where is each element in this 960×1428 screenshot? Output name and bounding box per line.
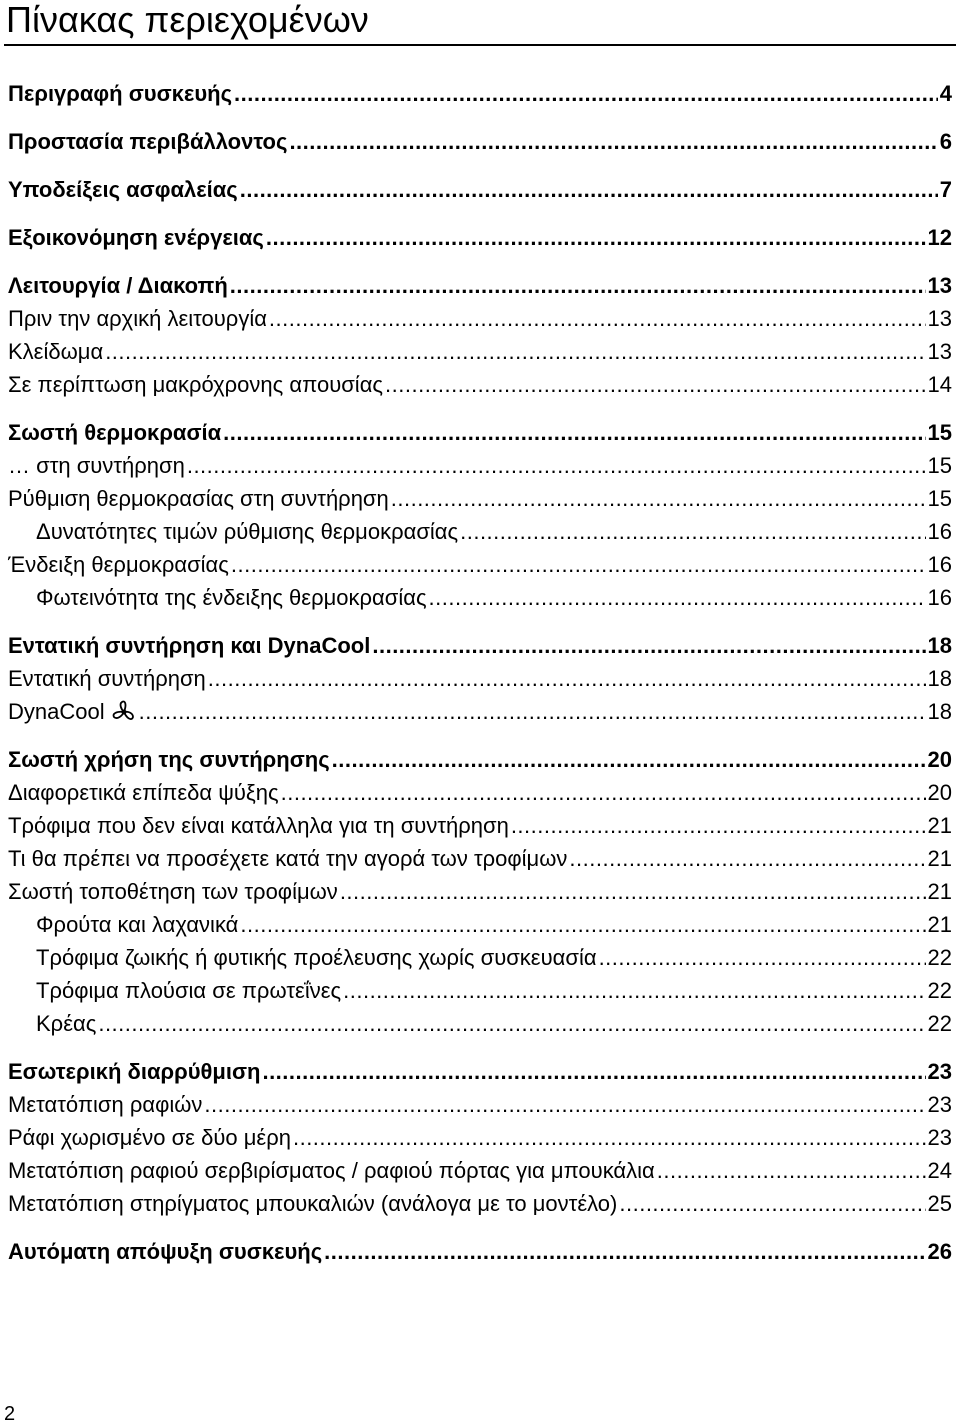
toc-entry-page: 13 [926, 335, 952, 368]
toc-entry-label: Τι θα πρέπει να προσέχετε κατά την αγορά των τροφίμων [8, 842, 569, 875]
toc-entry-label: Ένδειξη θερμοκρασίας [8, 548, 231, 581]
toc-entry-unpackaged-food[interactable] [8, 941, 952, 974]
toc-entry-safety[interactable] [8, 173, 952, 206]
toc-entry-page: 16 [926, 581, 952, 614]
toc-entry-description[interactable] [8, 77, 952, 110]
toc-entry-label: Μετατόπιση στηρίγματος μπουκαλιών (ανάλογα με το μοντέλο) [8, 1187, 619, 1220]
toc-entry-label: Τρόφιμα που δεν είναι κατάλληλα για τη συντήρηση [8, 809, 511, 842]
toc-entry-label: DynaCool [8, 699, 105, 724]
toc-entry-page: 22 [926, 974, 952, 1007]
toc-entry-energy[interactable] [8, 221, 952, 254]
toc-entry-absence[interactable] [8, 368, 952, 401]
toc-entry-supercool[interactable] [8, 662, 952, 695]
toc-entry-label: Τρόφιμα πλούσια σε πρωτεΐνες [36, 974, 343, 1007]
toc-entry-correct-use[interactable] [8, 743, 952, 776]
toc-entry-page: 13 [926, 269, 952, 302]
toc-entry-label: Εξοικονόμηση ενέργειας [8, 221, 266, 254]
toc-entry-label: Αυτόματη απόψυξη συσκευής [8, 1235, 324, 1268]
toc-entry-page: 20 [926, 776, 952, 809]
title-divider [4, 44, 956, 46]
toc-entry-label: Εντατική συντήρηση και DynaCool [8, 629, 372, 662]
toc-entry-page: 23 [926, 1055, 952, 1088]
toc-entry-moving-shelves[interactable] [8, 1088, 952, 1121]
toc-entry-page: 24 [926, 1154, 952, 1187]
toc-entry-page: 23 [926, 1121, 952, 1154]
toc-entry-page: 15 [926, 482, 952, 515]
toc-entry-page: 6 [938, 125, 952, 158]
toc-entry-page: 18 [926, 629, 952, 662]
toc-entry-label: Διαφορετικά επίπεδα ψύξης [8, 776, 281, 809]
toc-entry-label: Σε περίπτωση μακρόχρονης απουσίας [8, 368, 385, 401]
toc-entry-buying-food[interactable] [8, 842, 952, 875]
toc-entry-page: 23 [926, 1088, 952, 1121]
fan-icon [111, 699, 137, 725]
toc-entry-page: 21 [926, 842, 952, 875]
toc-entry-label: Σωστή θερμοκρασία [8, 416, 223, 449]
toc-entry-page: 21 [926, 875, 952, 908]
toc-entry-label: Προστασία περιβάλλοντος [8, 125, 289, 158]
toc-entry-page: 7 [938, 173, 952, 206]
toc-entry-page: 21 [926, 908, 952, 941]
toc-entry-label: Ράφι χωρισμένο σε δύο μέρη [8, 1121, 293, 1154]
toc-entry-label: Πριν την αρχική λειτουργία [8, 302, 269, 335]
toc-entry-split-shelf[interactable] [8, 1121, 952, 1154]
toc-entry-unsuitable-food[interactable] [8, 809, 952, 842]
toc-entry-cooling-zones[interactable] [8, 776, 952, 809]
toc-entry-protein-food[interactable] [8, 974, 952, 1007]
toc-entry-page: 15 [926, 416, 952, 449]
toc-entry-label: … στη συντήρηση [8, 449, 187, 482]
toc-entry-page: 18 [926, 662, 952, 695]
toc-entry-label: Μετατόπιση ραφιού σερβιρίσματος / ραφιού πόρτας για μπουκάλια [8, 1154, 657, 1187]
toc-entry-label: Ρύθμιση θερμοκρασίας στη συντήρηση [8, 482, 391, 515]
toc-entry-temp-display[interactable] [8, 548, 952, 581]
toc-entry-page: 12 [926, 221, 952, 254]
toc-entry-page: 16 [926, 515, 952, 548]
toc-entry-first-use[interactable] [8, 302, 952, 335]
toc-entry-environment[interactable] [8, 125, 952, 158]
toc-entry-page: 16 [926, 548, 952, 581]
toc-entry-label: Σωστή τοποθέτηση των τροφίμων [8, 875, 340, 908]
toc-entry-bottle-holder[interactable] [8, 1187, 952, 1220]
toc-entry-page: 25 [926, 1187, 952, 1220]
toc-entry-page: 13 [926, 302, 952, 335]
toc-entry-page: 4 [938, 77, 952, 110]
toc-entry-label: Κρέας [36, 1007, 98, 1040]
toc-entry-label: Κλείδωμα [8, 335, 105, 368]
toc-entry-page: 14 [926, 368, 952, 401]
toc-entry-label: Υποδείξεις ασφαλείας [8, 173, 240, 206]
toc-entry-label: Τρόφιμα ζωικής ή φυτικής προέλευσης χωρίς συσκευασία [36, 941, 599, 974]
toc-entry-page: 22 [926, 941, 952, 974]
toc-entry-label: Λειτουργία / Διακοπή [8, 269, 230, 302]
toc-entry-meat[interactable] [8, 1007, 952, 1040]
toc-entry-door-shelf[interactable] [8, 1154, 952, 1187]
toc-entry-storing-food[interactable] [8, 875, 952, 908]
toc-entry-label: Περιγραφή συσκευής [8, 77, 234, 110]
toc-entry-label: Μετατόπιση ραφιών [8, 1088, 204, 1121]
table-of-contents [8, 77, 952, 1268]
toc-entry-temperature[interactable] [8, 416, 952, 449]
toc-entry-page: 22 [926, 1007, 952, 1040]
toc-entry-dynacool[interactable] [8, 695, 952, 728]
toc-entry-temp-options[interactable] [8, 515, 952, 548]
toc-entry-interior[interactable] [8, 1055, 952, 1088]
toc-entry-fruit-veg[interactable] [8, 908, 952, 941]
toc-entry-label: Σωστή χρήση της συντήρησης [8, 743, 332, 776]
toc-entry-page: 21 [926, 809, 952, 842]
toc-entry-temp-setting[interactable] [8, 482, 952, 515]
toc-entry-label: Δυνατότητες τιμών ρύθμισης θερμοκρασίας [36, 515, 460, 548]
toc-entry-supercool-dynacool[interactable] [8, 629, 952, 662]
toc-entry-label: Φρούτα και λαχανικά [36, 908, 240, 941]
toc-entry-in-fridge[interactable] [8, 449, 952, 482]
toc-entry-page: 15 [926, 449, 952, 482]
toc-entry-display-brightness[interactable] [8, 581, 952, 614]
page-title: Πίνακας περιεχομένων [6, 0, 369, 40]
toc-entry-page: 20 [926, 743, 952, 776]
toc-entry-label: Εντατική συντήρηση [8, 662, 208, 695]
toc-entry-lock[interactable] [8, 335, 952, 368]
toc-entry-page: 18 [926, 695, 952, 728]
page-number: 2 [4, 1403, 16, 1425]
toc-entry-label: Εσωτερική διαρρύθμιση [8, 1055, 262, 1088]
toc-entry-page: 26 [926, 1235, 952, 1268]
toc-entry-defrosting[interactable] [8, 1235, 952, 1268]
toc-entry-label: Φωτεινότητα της ένδειξης θερμοκρασίας [36, 581, 429, 614]
toc-entry-on-off[interactable] [8, 269, 952, 302]
